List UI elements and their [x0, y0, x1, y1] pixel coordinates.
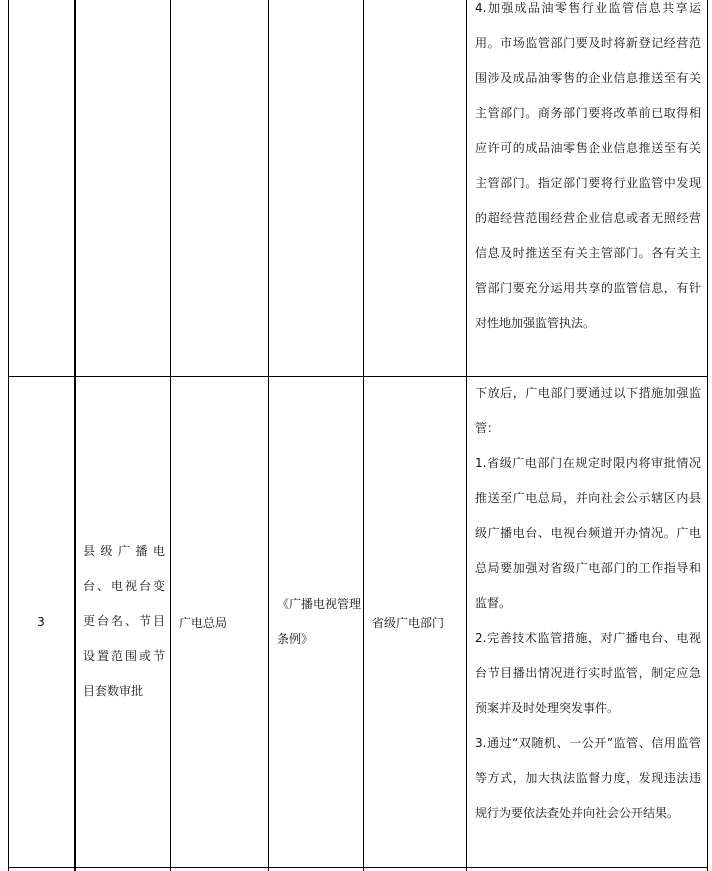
- row-divider: [8, 867, 708, 868]
- table-border-right: [707, 0, 708, 871]
- measure-paragraph: 4.加强成品油零售行业监管信息共享运用。市场监管部门要及时将新登记经营范围涉及成品油零售的企业信息推送至有关主管部门。商务部门要将改革前已取得相应许可的成品油零售企业信息推送至有关主管部门。指定部门要将行业监管中发现的超经营范围经营企业信息或者无照经营信息及时推送至有关主管部门。各有关主管部门要充分运用共享的监管信息，有针对性地加强监管执法。: [475, 1, 701, 330]
- delegated-to-cell: [372, 377, 466, 867]
- column-divider: [170, 0, 171, 871]
- column-divider: [268, 0, 269, 871]
- authority-text: 广电总局: [179, 615, 228, 630]
- measure-intro: 下放后，广电部门要通过以下措施加强监管：: [475, 386, 701, 435]
- column-divider: [74, 0, 76, 871]
- row-number: [8, 377, 74, 867]
- measure-paragraph: 2.完善技术监管措施，对广播电台、电视台节目播出情况进行实时监管，制定应急预案并及时处理突发事件。: [475, 631, 701, 715]
- row-number-text: 3: [37, 615, 45, 629]
- item-name: 县级广播电台、电视台变更台名、节目设置范围或节目套数审批: [83, 544, 165, 698]
- authority-cell: [179, 377, 267, 867]
- column-divider: [363, 0, 364, 871]
- legal-basis: 《广播电视管理条例》: [277, 597, 362, 646]
- delegated-to-text: 省级广电部门: [372, 615, 445, 630]
- measure-paragraph: 3.通过“双随机、一公开”监管、信用监管等方式，加大执法监督力度，发现违法违规行为要依法查处并向社会公开结果。: [475, 736, 701, 820]
- column-divider: [466, 0, 467, 871]
- measure-paragraph: 1.省级广电部门在规定时限内将审批情况推送至广电总局，并向社会公示辖区内县级广播电台、电视台频道开办情况。广电总局要加强对省级广电部门的工作指导和监督。: [475, 456, 701, 610]
